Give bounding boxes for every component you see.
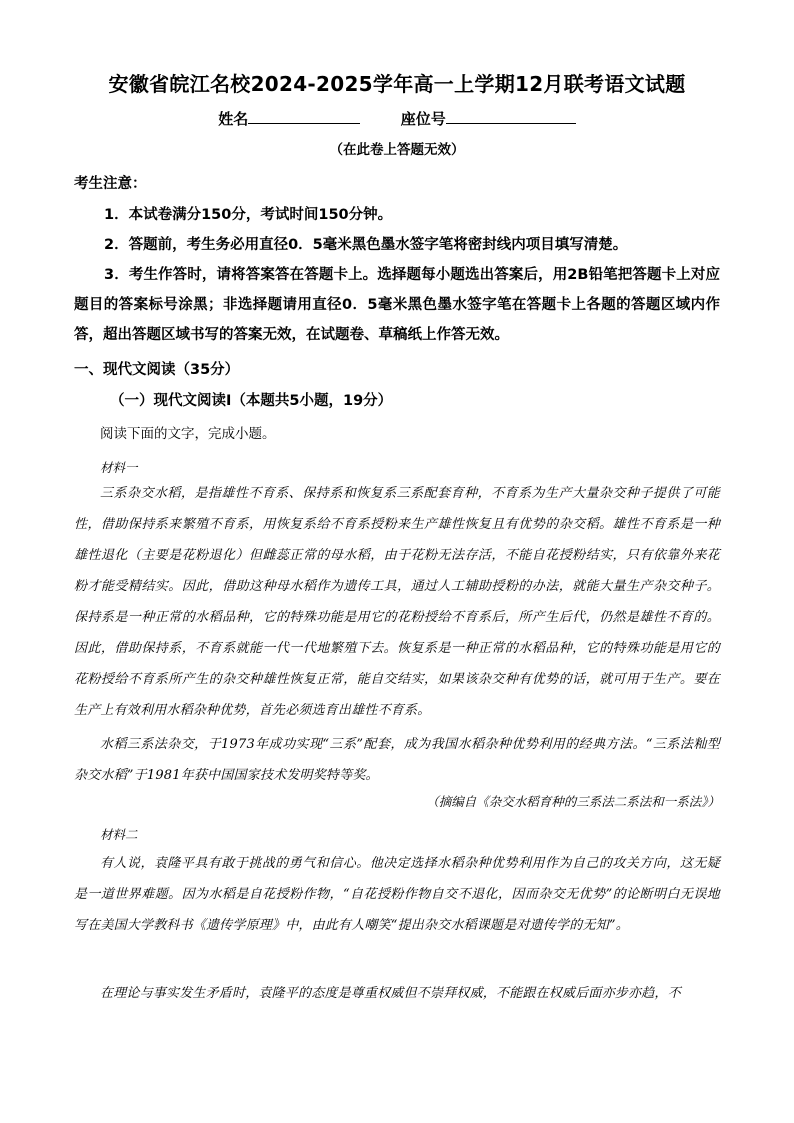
material-label: 材料二: [100, 827, 138, 842]
name-label: 姓名: [218, 110, 249, 128]
instructions-heading: 考生注意：: [74, 176, 147, 192]
reading-instruction: 阅读下面的文字，完成小题。: [100, 426, 276, 442]
paragraph-text: 水稻三系法杂交，于1973年成功实现“三系”配套，成为我国水稻杂种优势利用的经典方法。“三系法籼型杂交水稻”于1981年获中国国家技术发明奖特等奖。: [74, 737, 720, 783]
paragraph-text: 在理论与事实发生矛盾时，袁隆平的态度是尊重权威但不崇拜权威，不能跟在权威后面亦步亦趋，不: [100, 986, 681, 1001]
instruction-item: 3．考生作答时，请将答案答在答题卡上。选择题每小题选出答案后，用2B铅笔把答题卡上对应题目的答案标号涂黑；非选择题请用直径0．5毫米黑色墨水签字笔在答题卡上各题的答题区域内作答，超出答题区域书写的答案无效，在试题卷、草稿纸上作答无效。: [74, 267, 720, 343]
name-blank[interactable]: [248, 109, 360, 124]
instructions-list: [74, 200, 720, 350]
instruction-item: 2．答题前，考生务必用直径0．5毫米黑色墨水签字笔将密封线内项目填写清楚。: [104, 237, 628, 253]
material-paragraph: [74, 978, 720, 1009]
material-paragraph: [74, 729, 720, 791]
material-paragraph: [74, 478, 720, 726]
instruction-item: 1．本试卷满分150分，考试时间150分钟。: [104, 207, 393, 223]
invalid-notice: （在此卷上答题无效）: [329, 142, 465, 158]
subsection-heading: （一）现代文阅读Ⅰ（本题共5小题，19分）: [110, 393, 393, 409]
seat-label: 座位号: [400, 110, 446, 128]
paragraph-text: 三系杂交水稻，是指雄性不育系、保持系和恢复系三系配套育种，不育系为生产大量杂交种子提供了可能性，借助保持系来繁殖不育系，用恢复系给不育系授粉来生产雄性恢复且有优势的杂交稻。雄性不育系是一种雄性退化（主要是花粉退化）但雌蕊正常的母水稻，由于花粉无法存活，不能自花授粉结实，只有依靠外来花粉才能受精结实。因此，借助这种母水稻作为遗传工具，通过人工辅助授粉的办法，就能大量生产杂交种子。保持系是一种正常的水稻品种，它的特殊功能是用它的花粉授给不育系后，所产生后代，仍然是雄性不育的。因此，借助保持系，不育系就能一代一代地繁殖下去。恢复系是一种正常的水稻品种，它的特殊功能是用它的花粉授给不育系所产生的杂交种雄性恢复正常，能自交结实，如果该杂交种有优势的话，就可用于生产。要在生产上有效利用水稻杂种优势，首先必须选育出雄性不育系。: [74, 486, 720, 718]
material-paragraph: [74, 848, 720, 941]
student-info-line: [0, 108, 794, 129]
section-heading: 一、现代文阅读（35分）: [74, 362, 240, 378]
paragraph-text: 有人说，袁隆平具有敢于挑战的勇气和信心。他决定选择水稻杂种优势利用作为自己的攻关方向，这无疑是一道世界难题。因为水稻是自花授粉作物，“自花授粉作物自交不退化，因而杂交无优势”的论断明白无误地写在美国大学教科书《遗传学原理》中，由此有人嘲笑“提出杂交水稻课题是对遗传学的无知”。: [74, 856, 720, 933]
seat-blank[interactable]: [446, 109, 576, 124]
material-label: 材料一: [100, 460, 138, 475]
exam-title: 安徽省皖江名校2024-2025学年高一上学期12月联考语文试题: [108, 72, 686, 96]
material-source: （摘编自《杂交水稻育种的三系法二系法和一系法》）: [426, 794, 720, 809]
